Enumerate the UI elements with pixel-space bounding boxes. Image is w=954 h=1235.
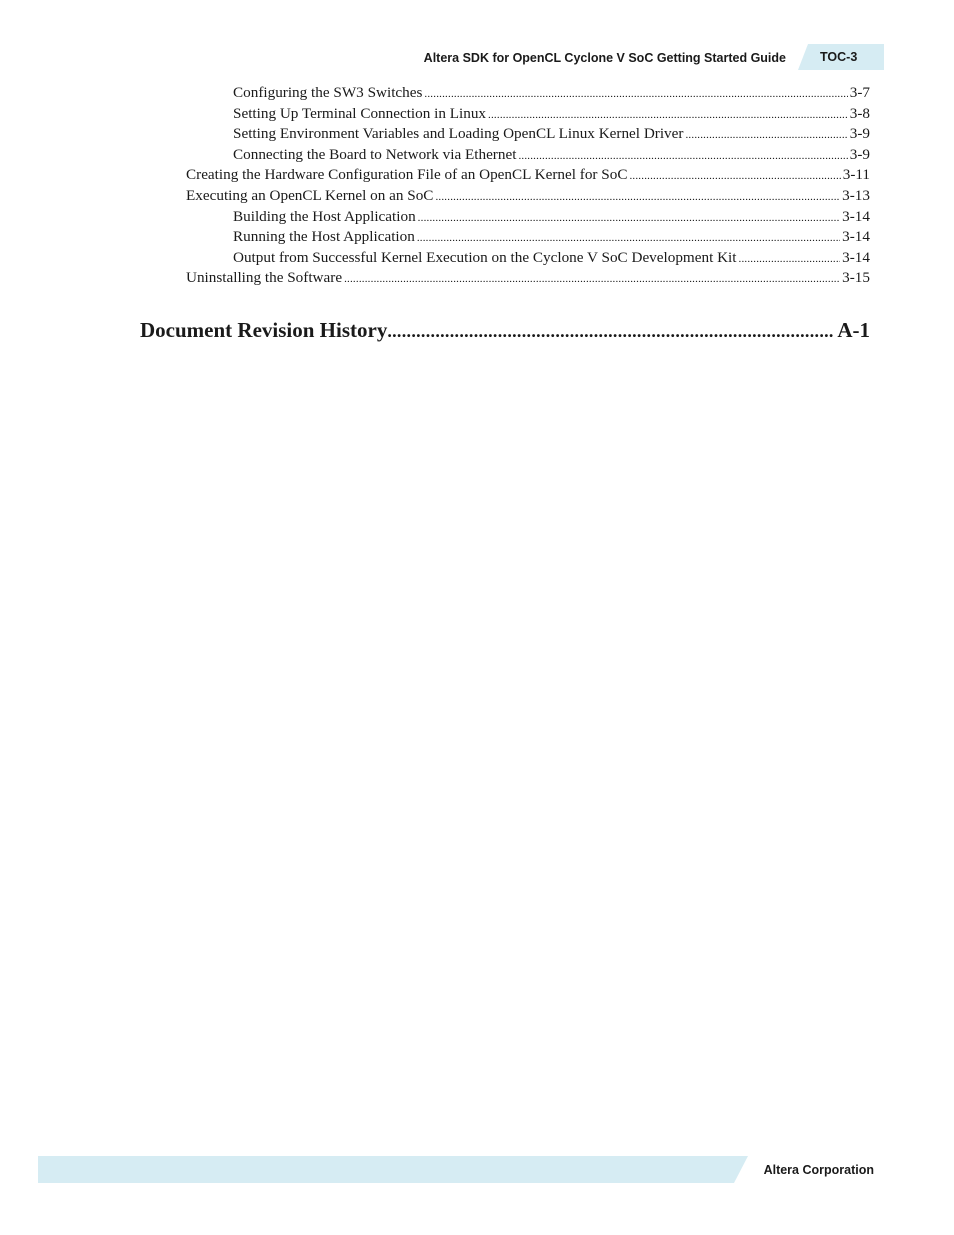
running-header-title: Altera SDK for OpenCL Cyclone V SoC Getting Started Guide xyxy=(423,51,786,65)
dot-leader xyxy=(417,228,840,249)
toc-entry-page: 3-14 xyxy=(842,228,870,246)
page-label-tab xyxy=(798,44,884,70)
toc-entry-title: Creating the Hardware Configuration File of an OpenCL Kernel for SoC xyxy=(186,166,628,184)
dot-leader xyxy=(739,249,841,270)
dot-leader xyxy=(418,208,840,229)
dot-leader xyxy=(344,269,840,290)
dot-leader xyxy=(424,84,847,105)
toc-entry-page: 3-14 xyxy=(842,248,870,266)
toc-list xyxy=(186,83,870,289)
toc-entry[interactable] xyxy=(186,227,870,248)
dot-leader xyxy=(387,321,834,342)
footer-band xyxy=(38,1156,748,1183)
footer-company: Altera Corporation xyxy=(763,1163,874,1177)
page-label: TOC-3 xyxy=(820,50,858,64)
toc-chapter-page: A-1 xyxy=(837,318,870,342)
dot-leader xyxy=(629,166,840,187)
toc-entry[interactable] xyxy=(186,268,870,289)
toc-entry-page: 3-9 xyxy=(849,145,870,163)
toc-entry[interactable] xyxy=(186,207,870,228)
dot-leader xyxy=(435,187,840,208)
toc-entry-page: 3-13 xyxy=(842,186,870,204)
dot-leader xyxy=(488,105,848,126)
dot-leader xyxy=(518,146,847,167)
toc-entry[interactable] xyxy=(186,145,870,166)
toc-entry[interactable] xyxy=(186,83,870,104)
toc-entry-page: 3-15 xyxy=(842,269,870,287)
toc-entry[interactable] xyxy=(186,104,870,125)
toc-entry-page: 3-11 xyxy=(842,166,870,184)
toc-entry-title: Uninstalling the Software xyxy=(186,269,343,287)
toc-entry-title: Executing an OpenCL Kernel on an SoC xyxy=(186,186,434,204)
toc-entry-page: 3-14 xyxy=(842,207,870,225)
toc-entry[interactable] xyxy=(186,248,870,269)
dot-leader xyxy=(685,125,847,146)
toc-chapter-title: Document Revision History xyxy=(140,318,388,342)
toc-chapter-entry[interactable] xyxy=(140,318,870,343)
toc-entry-page: 3-8 xyxy=(849,104,870,122)
toc-entry[interactable] xyxy=(186,186,870,207)
toc-entry-title: Output from Successful Kernel Execution on the Cyclone V SoC Development Kit xyxy=(233,248,737,266)
toc-entry-title: Configuring the SW3 Switches xyxy=(233,84,423,101)
toc-entry-title: Building the Host Application xyxy=(233,207,416,225)
toc-entry-title: Setting Up Terminal Connection in Linux xyxy=(233,104,487,122)
toc-entry-title: Running the Host Application xyxy=(233,228,415,246)
toc-entry-title: Setting Environment Variables and Loading OpenCL Linux Kernel Driver xyxy=(233,125,684,143)
toc-entry-page: 3-7 xyxy=(849,84,870,101)
toc-entry-title: Connecting the Board to Network via Ethernet xyxy=(233,145,517,163)
footer-band-shape xyxy=(38,1156,748,1183)
toc-entry[interactable] xyxy=(186,165,870,186)
toc-entry-page: 3-9 xyxy=(849,125,870,143)
toc-entry[interactable] xyxy=(186,124,870,145)
